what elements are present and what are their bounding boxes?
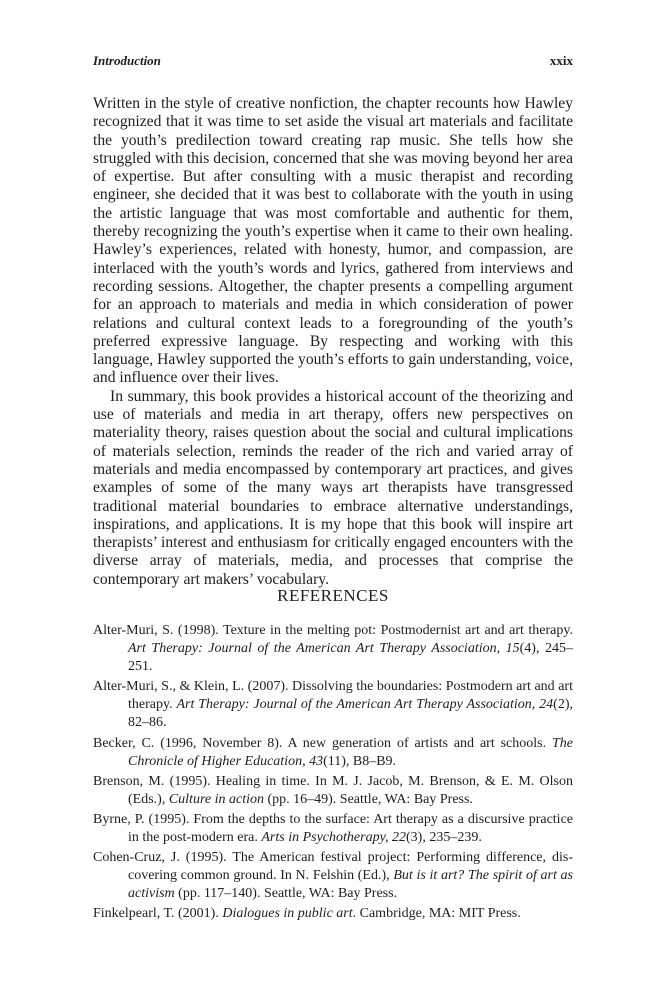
reference-text: (3), 235–239. [406, 830, 482, 846]
reference-text: (4), 245–251. [128, 641, 574, 675]
reference-text: (11), B8–B9. [323, 753, 397, 769]
references-list [93, 622, 573, 926]
reference-entry [93, 622, 573, 676]
page-number: xxix [549, 53, 573, 68]
reference-source: But is it art? The spirit of art as activism [128, 868, 573, 902]
reference-text: (pp. 117–140). Seattle, WA: Bay Press. [174, 886, 398, 902]
reference-text: Finkelpearl, T. (2001). [93, 906, 223, 922]
reference-source: The Chronicle of Higher Education, 43 [128, 735, 573, 769]
reference-text: (pp. 16–49). Seattle, WA: Bay Press. [263, 791, 473, 807]
body-text [93, 95, 573, 589]
reference-entry [93, 773, 573, 809]
reference-text: Becker, C. (1996, November 8). A new generation of artists and art schools. [93, 735, 552, 751]
running-head [93, 53, 573, 73]
reference-source: Art Therapy: Journal of the American Art Therapy Association, 15 [128, 641, 520, 657]
reference-text: (2), 82–86. [128, 697, 573, 731]
references-heading: REFERENCES [277, 586, 389, 605]
reference-text: Alter-Muri, S. (1998). Texture in the melting pot: Postmodernist art and art therapy. [93, 623, 573, 638]
reference-text: Alter-Muri, S., & Klein, L. (2007). Dissolving the boundaries: Postmodern art and art therapy. [93, 679, 573, 713]
reference-text: . Cambridge, MA: MIT Press. [352, 906, 521, 922]
reference-entry [93, 849, 573, 903]
reference-source: Culture in action [168, 791, 264, 807]
reference-text: Cohen-Cruz, J. (1995). The American festival project: Performing difference, discovering common ground. In N. Felshin (Ed.), [93, 850, 573, 884]
reference-entry [93, 678, 573, 732]
reference-entry [93, 735, 573, 771]
reference-source: Arts in Psychotherapy, 22 [261, 830, 407, 846]
paragraph-1: Written in the style of creative nonfiction, the chapter recounts how Hawley recognized that it was time to set aside the visual art materials and facilitate the youth’s predilection toward creating rap music. She tells how she struggled with this decision, concerned that she was moving beyond her area of expertise. But after consulting with a music therapist and recording engineer, she decided that it was best to collaborate with the youth in using the artistic language that was most comfortable and authentic for them, thereby recognizing the youth’s expertise when it came to their own healing. Hawley’s experiences, related with honesty, humor, and compassion, are interlaced with the youth’s words and lyrics, gathered from interviews and recording sessions. Altogether, the chapter presents a compelling argument for an approach to materials and media in which consideration of power relations and cultural context leads to a foregrounding of the youth’s preferred expressive language. By respecting and working with this language, Hawley supported the youth’s efforts to gain understanding, voice, and influence over their lives. [93, 95, 573, 387]
reference-text: Byrne, P. (1995). From the depths to the surface: Art therapy as a discursive practice in the post-modern era. [93, 811, 573, 846]
reference-text: Brenson, M. (1995). Healing in time. In M. J. Jacob, M. Brenson, & E. M. Olson (Eds.), [93, 773, 573, 807]
reference-entry [93, 905, 573, 923]
reference-source: Dialogues in public art [222, 906, 353, 922]
chapter-title: Introduction [93, 53, 161, 68]
paragraph-2: In summary, this book provides a historical account of the theorizing and use of materials and media in art therapy, offers new perspectives on materiality theory, raises question about the social and cultural implications of materials selection, reminds the reader of the rich and varied array of materials and media encompassed by contemporary art practices, and gives examples of some of the many ways art therapists have transgressed traditional material boundaries to embrace alternative understandings, inspirations, and applications. It is my hope that this book will inspire art therapists’ interest and enthusiasm for critically engaged encounters with the diverse array of materials, media, and processes that comprise the contemporary art makers’ vocabulary. [93, 387, 573, 588]
reference-source: Art Therapy: Journal of the American Art Therapy Association, 24 [176, 697, 554, 713]
reference-entry [93, 811, 573, 847]
